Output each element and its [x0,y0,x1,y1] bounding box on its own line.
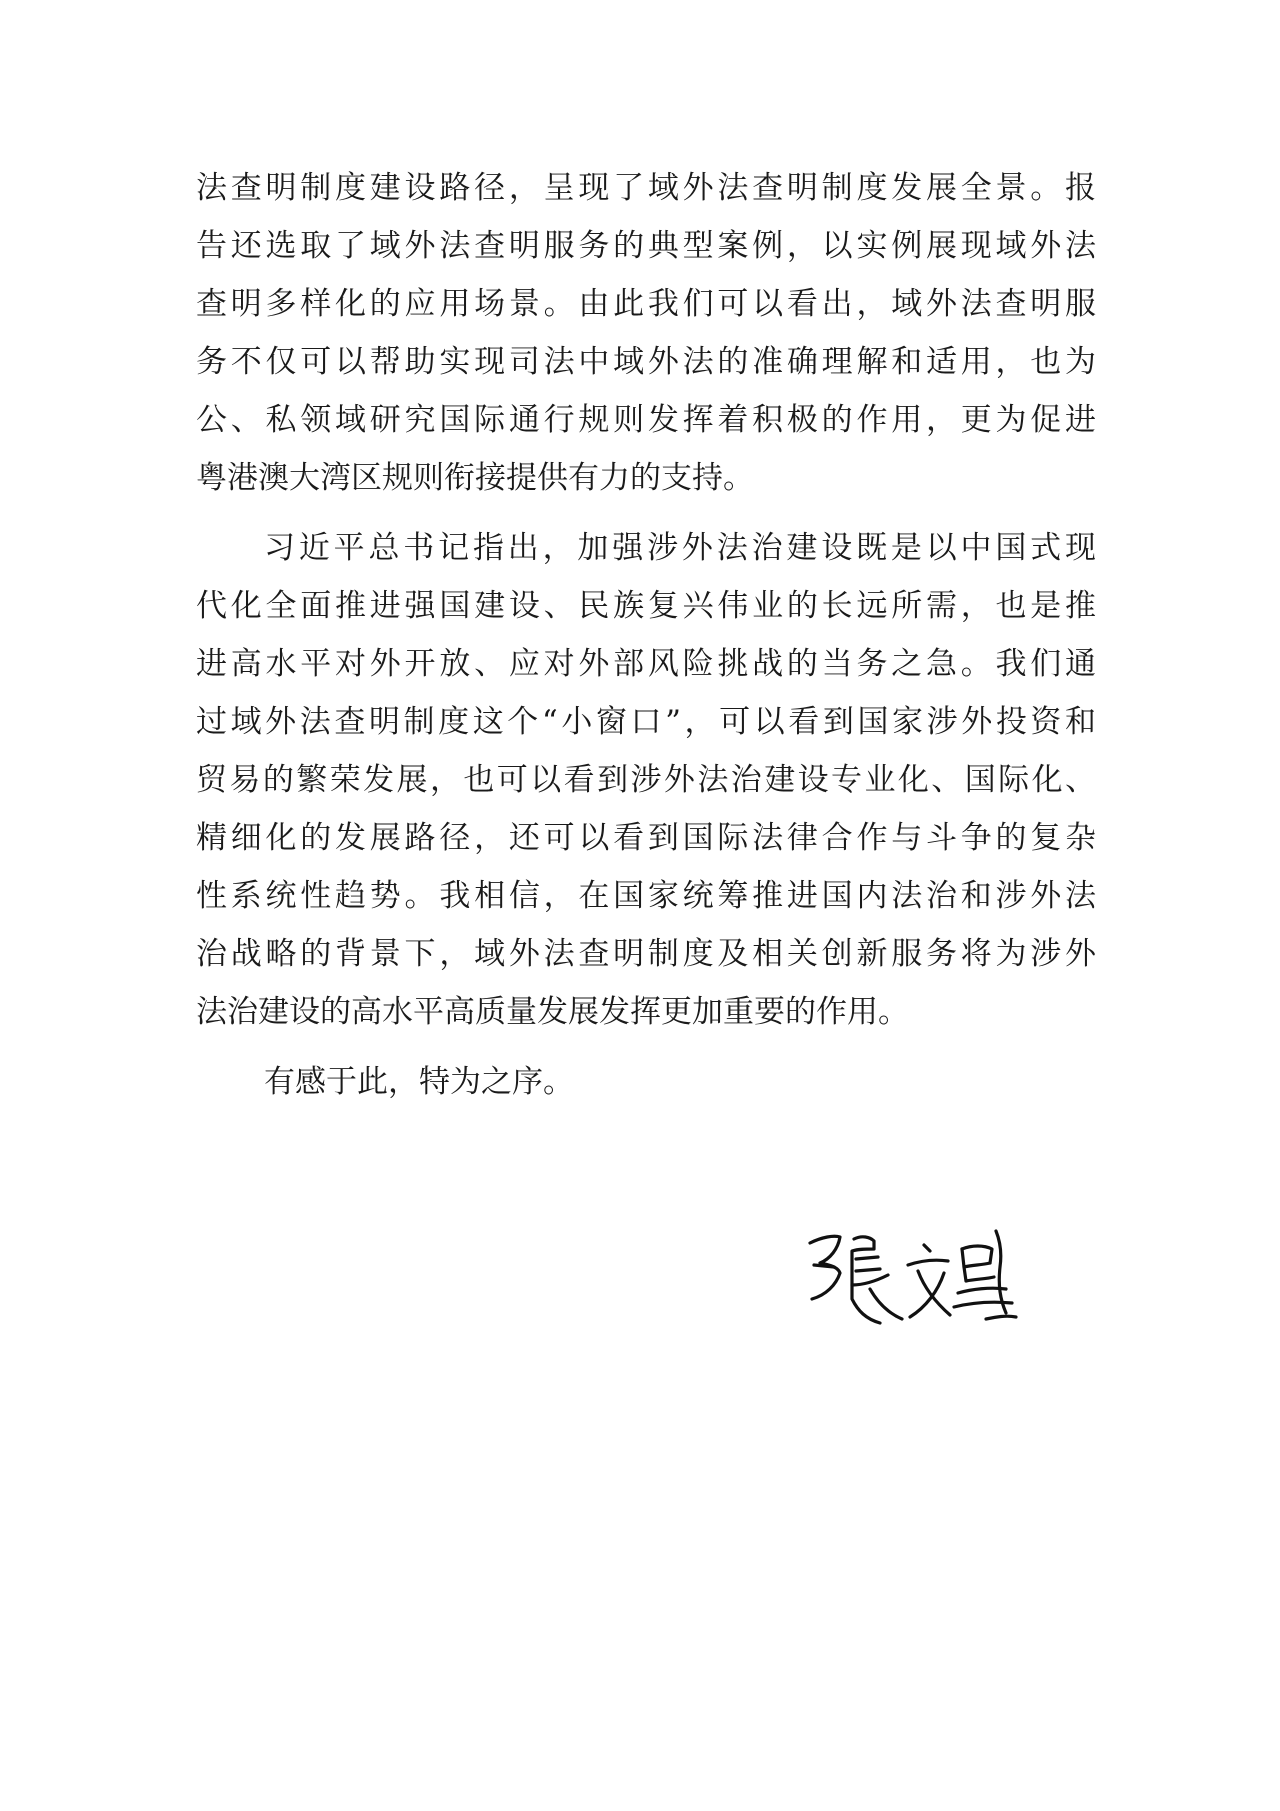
text-line: 有感于此，特为之序。 [264,1064,574,1100]
text-line: 法查明制度建设路径，呈现了域外法查明制度发展全景。报 [196,170,1096,206]
text-line: 治战略的背景下，域外法查明制度及相关创新服务将为涉外 [196,936,1096,972]
text-line: 查明多样化的应用场景。由此我们可以看出，域外法查明服 [196,286,1096,322]
text-line: 过域外法查明制度这个“小窗口”，可以看到国家涉外投资和 [196,704,1096,740]
handwritten-signature [800,1215,1022,1337]
text-line: 公、私领域研究国际通行规则发挥着积极的作用，更为促进 [196,402,1096,438]
text-line: 代化全面推进强国建设、民族复兴伟业的长远所需，也是推 [196,588,1096,624]
text-line: 告还选取了域外法查明服务的典型案例，以实例展现域外法 [196,228,1096,264]
text-line: 精细化的发展路径，还可以看到国际法律合作与斗争的复杂 [196,820,1096,856]
text-line: 法治建设的高水平高质量发展发挥更加重要的作用。 [196,994,909,1030]
text-line: 习近平总书记指出，加强涉外法治建设既是以中国式现 [264,530,1096,566]
text-line: 性系统性趋势。我相信，在国家统筹推进国内法治和涉外法 [196,878,1096,914]
text-line: 粤港澳大湾区规则衔接提供有力的支持。 [196,460,754,496]
text-line: 务不仅可以帮助实现司法中域外法的准确理解和适用，也为 [196,344,1096,380]
text-line: 进高水平对外开放、应对外部风险挑战的当务之急。我们通 [196,646,1096,682]
text-line: 贸易的繁荣发展，也可以看到涉外法治建设专业化、国际化、 [196,762,1096,798]
